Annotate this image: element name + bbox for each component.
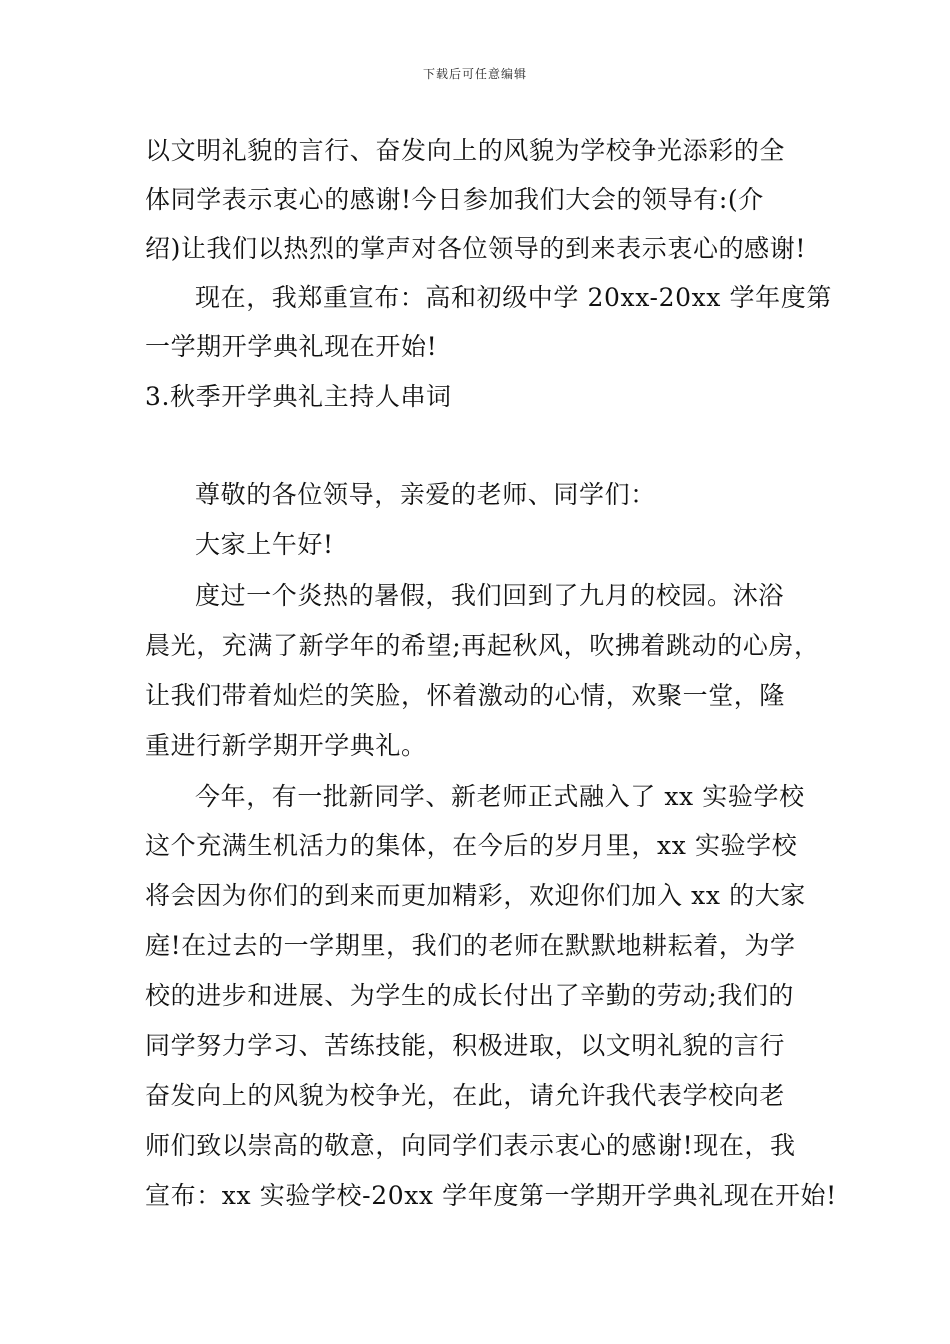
text-line: 绍)让我们以热烈的掌声对各位领导的到来表示衷心的感谢! (145, 234, 807, 263)
text-line: 校的进步和进展、为学生的成长付出了辛勤的劳动;我们的 (145, 981, 795, 1010)
section-heading: 3.秋季开学典礼主持人串词 (145, 382, 452, 411)
text-line: 现在，我郑重宣布：高和初级中学 20xx-20xx 学年度第 (195, 283, 832, 312)
text-line: 一学期开学典礼现在开始! (145, 332, 438, 361)
text-line: 同学努力学习、苦练技能，积极进取，以文明礼貌的言行 (145, 1031, 786, 1060)
text-line: 重进行新学期开学典礼。 (145, 731, 427, 760)
text-line: 师们致以崇高的敬意，向同学们表示衷心的感谢!现在，我 (145, 1131, 796, 1160)
text-line: 奋发向上的风貌为校争光，在此，请允许我代表学校向老 (145, 1081, 786, 1110)
text-line: 庭!在过去的一学期里，我们的老师在默默地耕耘着，为学 (145, 931, 796, 960)
text-line: 今年，有一批新同学、新老师正式融入了 xx 实验学校 (195, 782, 805, 811)
salutation: 尊敬的各位领导，亲爱的老师、同学们： (195, 480, 656, 509)
text-line: 这个充满生机活力的集体，在今后的岁月里，xx 实验学校 (145, 831, 798, 860)
text-line: 以文明礼貌的言行、奋发向上的风貌为学校争光添彩的全 (145, 136, 786, 165)
text-line: 度过一个炎热的暑假，我们回到了九月的校园。沐浴 (195, 581, 784, 610)
text-line: 将会因为你们的到来而更加精彩，欢迎你们加入 xx 的大家 (145, 881, 806, 910)
text-line: 晨光，充满了新学年的希望;再起秋风，吹拂着跳动的心房， (145, 631, 820, 660)
page-header: 下载后可任意编辑 (422, 67, 527, 81)
text-line: 宣布：xx 实验学校-20xx 学年度第一学期开学典礼现在开始! (145, 1181, 837, 1210)
text-line: 让我们带着灿烂的笑脸，怀着激动的心情，欢聚一堂，隆 (145, 681, 786, 710)
text-line: 体同学表示衷心的感谢!今日参加我们大会的领导有:(介 (145, 185, 764, 214)
greeting: 大家上午好! (195, 530, 334, 559)
